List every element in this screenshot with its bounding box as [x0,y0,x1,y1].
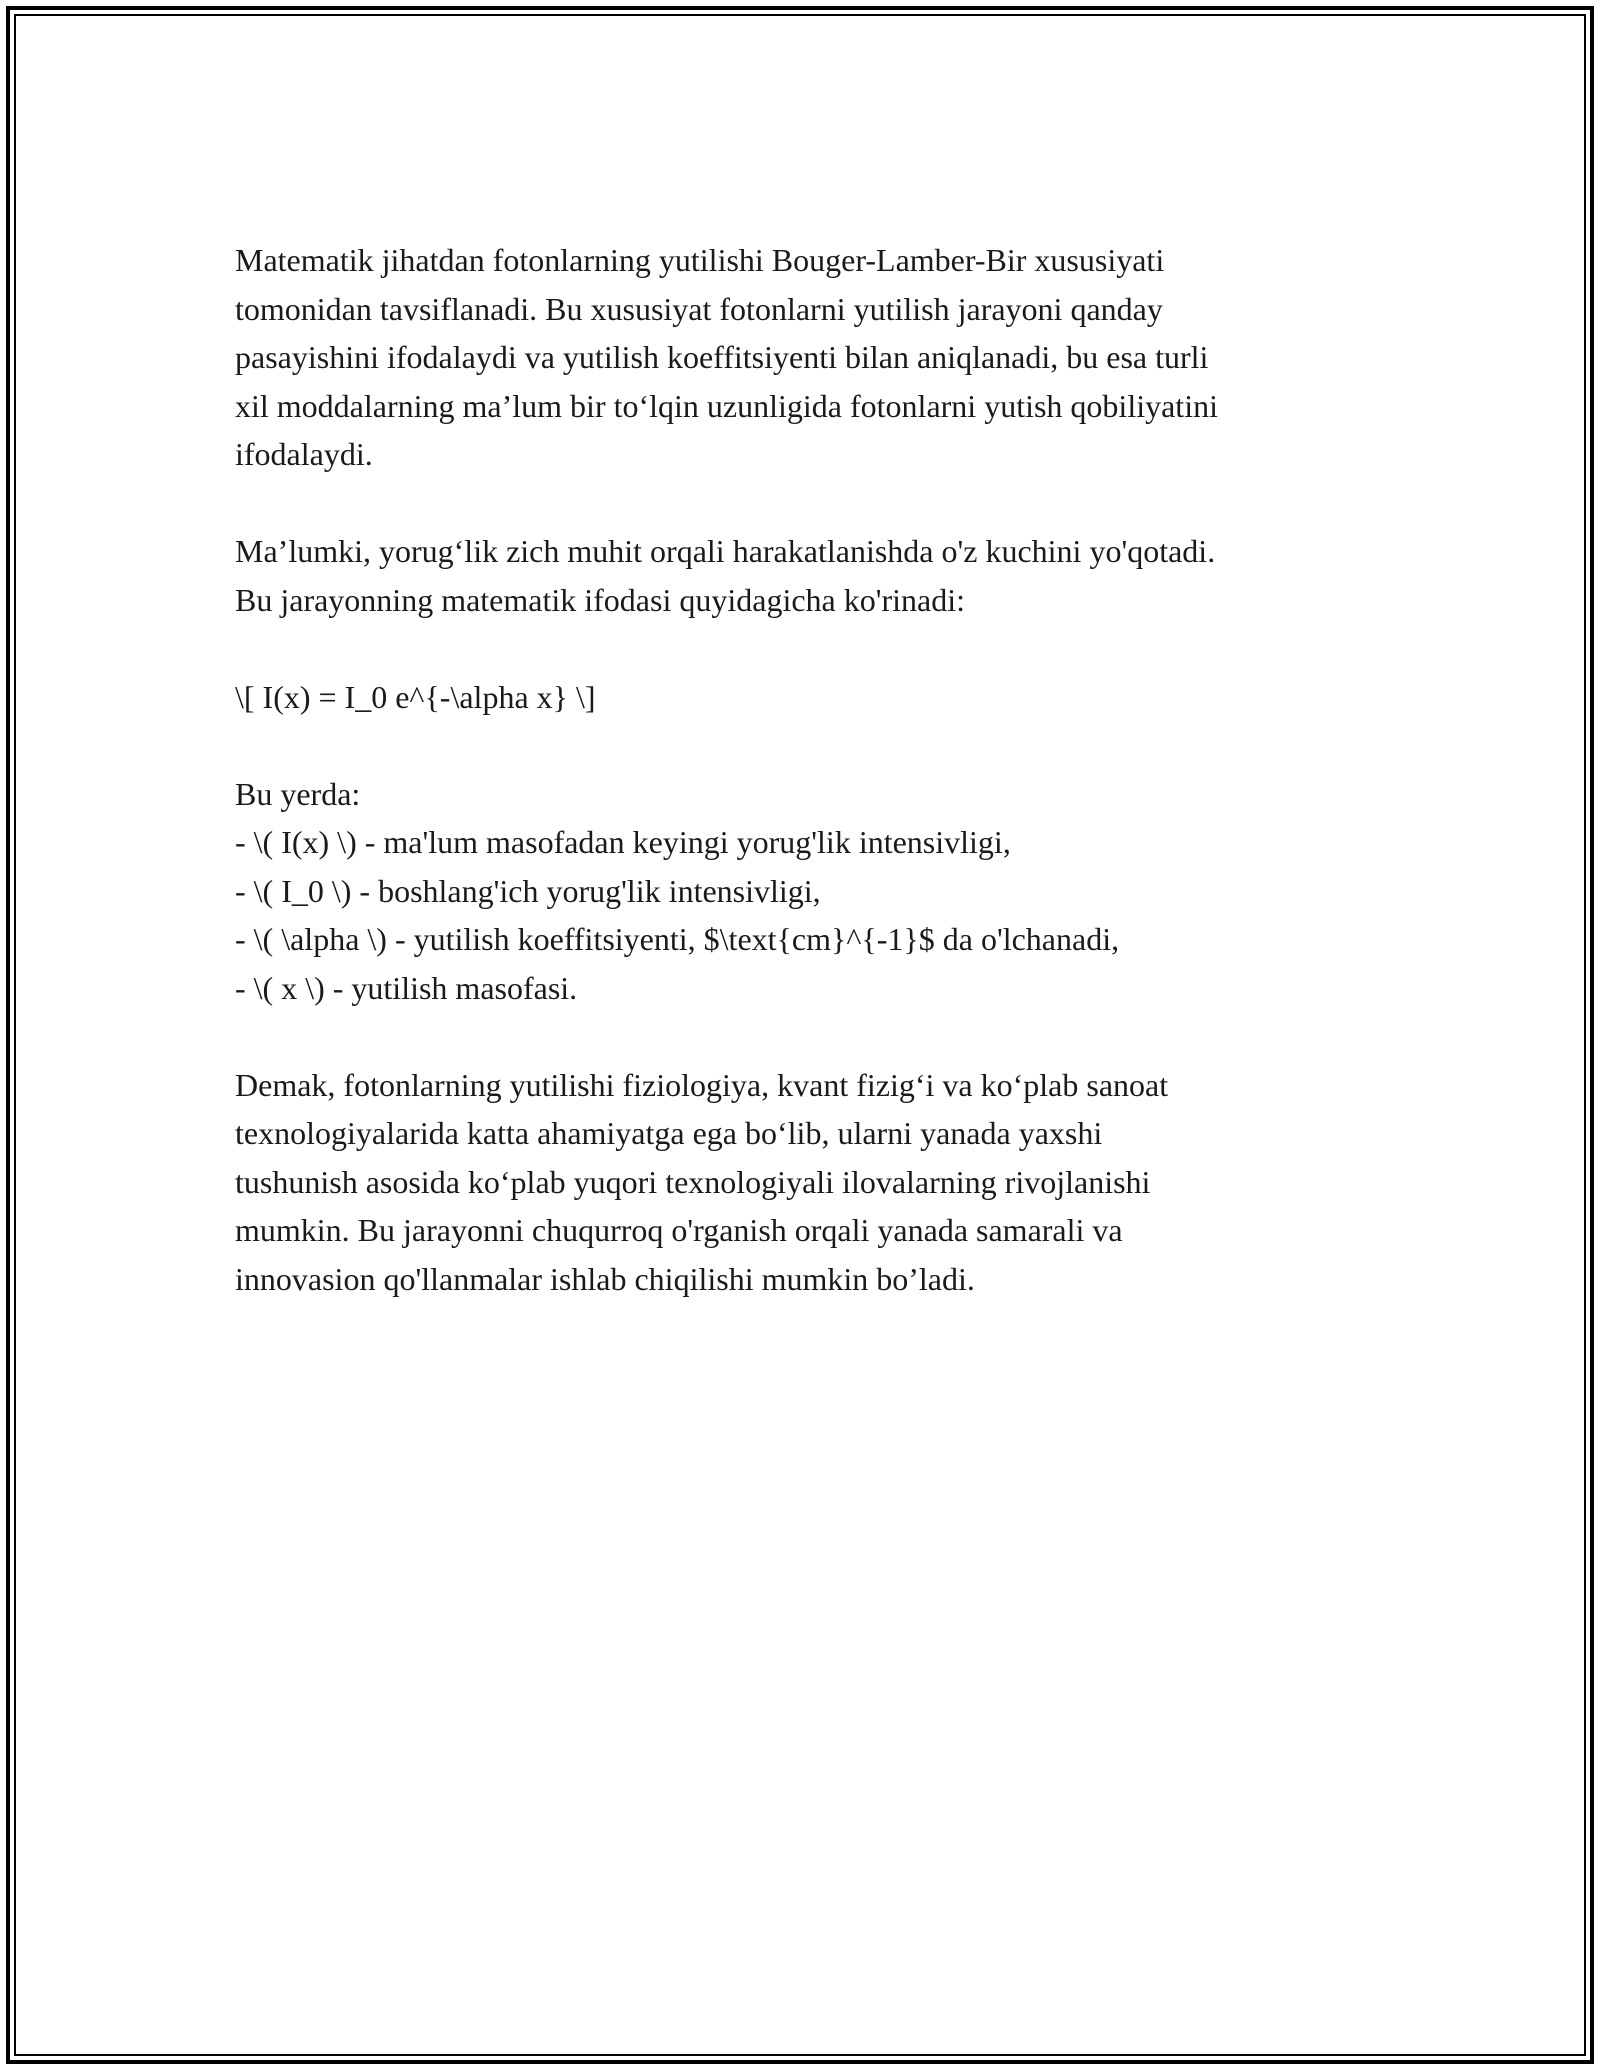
paragraph-spacer [235,1012,1375,1061]
definition-item: - \( \alpha \) - yutilish koeffitsiyenti, $\text{cm}^{-1}$ da o'lchanadi, [235,921,1120,957]
paragraph-photon-absorption: Matematik jihatdan fotonlarning yutilishi Bouger-Lamber-Bir xususiyati tomonidan tavsiflanadi. Bu xususiyat fotonlarni yutilish jarayoni qanday pasayishini ifodalaydi va yutilish koeffitsiyenti bilan aniqlanadi, bu esa turli xil moddalarning ma’lum bir to‘lqin uzunligida fotonlarni yutish qobiliyatini ifodalaydi. [235,242,1218,472]
document-body [235,236,1375,1303]
paragraph-spacer [235,624,1375,673]
paragraph-light-attenuation: Ma’lumki, yorug‘lik zich muhit orqali harakatlanishda o'z kuchini yo'qotadi. Bu jarayonning matematik ifodasi quyidagicha ko'rinadi: [235,533,1216,618]
definition-item: - \( I_0 \) - boshlang'ich yorug'lik intensivligi, [235,872,821,909]
paragraph-spacer [235,721,1375,770]
paragraph-conclusion: Demak, fotonlarning yutilishi fiziologiya, kvant fizig‘i va ko‘plab sanoat texnologiyalarida katta ahamiyatga ega bo‘lib, ularni yanada yaxshi tushunish asosida ko‘plab yuqori texnologiyali ilovalarning rivojlanishi mumkin. Bu jarayonni chuqurroq o'rganish orqali yanada samarali va innovasion qo'llanmalar ishlab chiqilishi mumkin bo’ladi. [235,1066,1169,1297]
formula-line: \[ I(x) = I_0 e^{-\alpha x} \] [235,678,596,715]
definition-item: - \( x \) - yutilish masofasi. [235,969,578,1006]
paragraph-spacer [235,479,1375,528]
definition-item: - \( I(x) \) - ma'lum masofadan keyingi yorug'lik intensivligi, [235,824,1011,860]
definitions-intro: Bu yerda: [235,775,361,812]
